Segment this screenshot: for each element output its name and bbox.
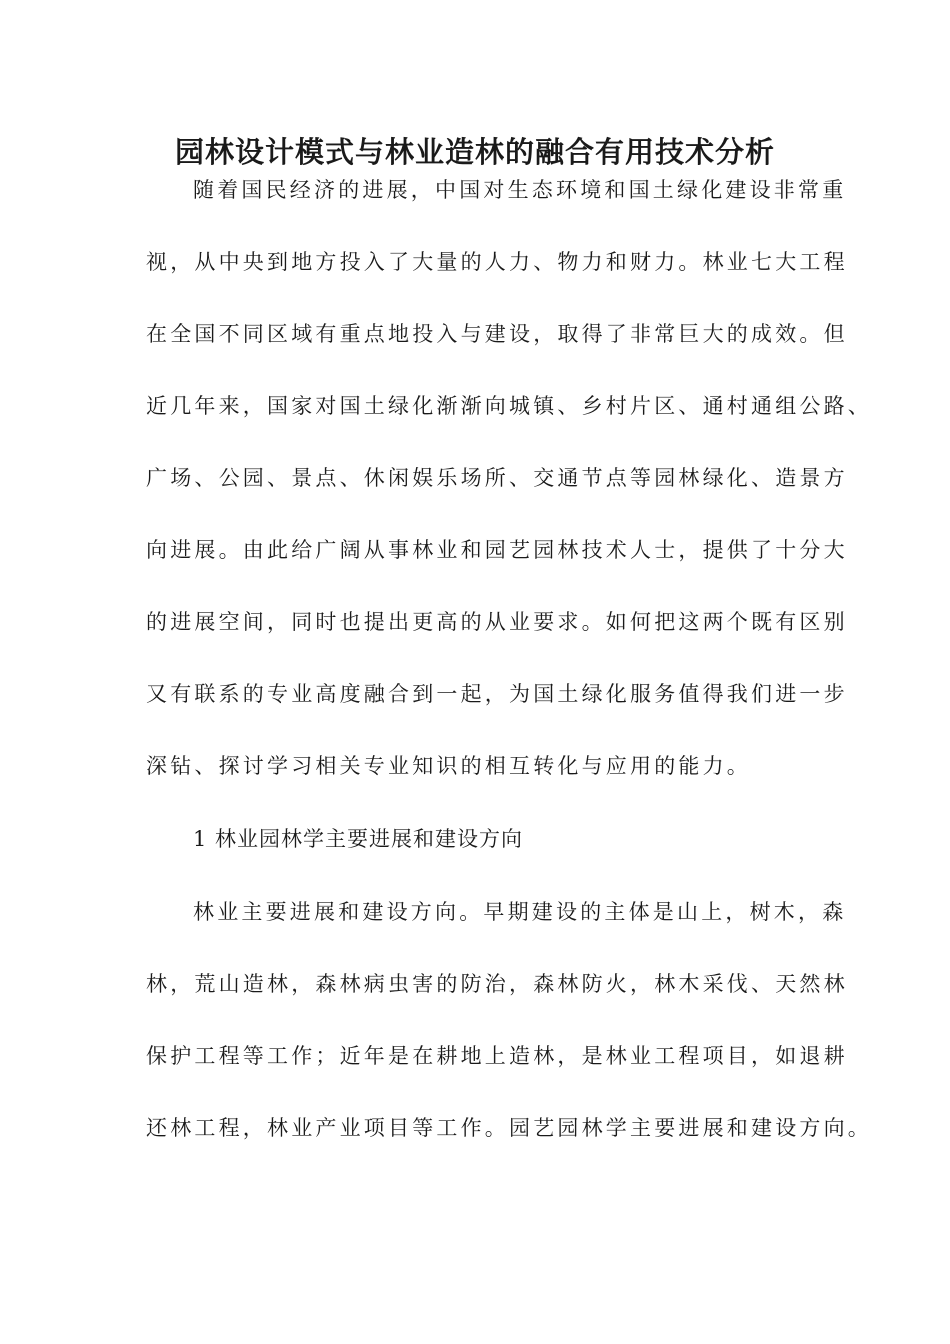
- document-title: 园林设计模式与林业造林的融合有用技术分析: [174, 135, 775, 169]
- paragraph-1-line-3: 在全国不同区域有重点地投入与建设，取得了非常巨大的成效。但: [146, 322, 848, 346]
- paragraph-2-line-4: 还林工程，林业产业项目等工作。园艺园林学主要进展和建设方向。: [146, 1116, 872, 1140]
- paragraph-1-line-4: 近几年来，国家对国土绿化渐渐向城镇、乡村片区、通村通组公路、: [146, 394, 872, 418]
- paragraph-2-line-2: 林，荒山造林，森林病虫害的防治，森林防火，林木采伐、天然林: [146, 972, 848, 996]
- paragraph-1-line-1: 随着国民经济的进展，中国对生态环境和国土绿化建设非常重: [193, 178, 847, 202]
- paragraph-1-line-2: 视，从中央到地方投入了大量的人力、物力和财力。林业七大工程: [146, 250, 848, 274]
- paragraph-1-line-6: 向进展。由此给广阔从事林业和园艺园林技术人士，提供了十分大: [146, 538, 848, 562]
- section-1-heading: 1 林业园林学主要进展和建设方向: [193, 827, 524, 851]
- paragraph-2-line-1: 林业主要进展和建设方向。早期建设的主体是山上，树木，森: [193, 900, 847, 924]
- paragraph-1-line-5: 广场、公园、景点、休闲娱乐场所、交通节点等园林绿化、造景方: [146, 466, 848, 490]
- paragraph-2-line-3: 保护工程等工作；近年是在耕地上造林，是林业工程项目，如退耕: [146, 1044, 848, 1068]
- paragraph-1-line-7: 的进展空间，同时也提出更高的从业要求。如何把这两个既有区别: [146, 610, 848, 634]
- paragraph-1-line-8: 又有联系的专业高度融合到一起，为国土绿化服务值得我们进一步: [146, 682, 848, 706]
- paragraph-1-line-9: 深钻、探讨学习相关专业知识的相互转化与应用的能力。: [146, 754, 751, 778]
